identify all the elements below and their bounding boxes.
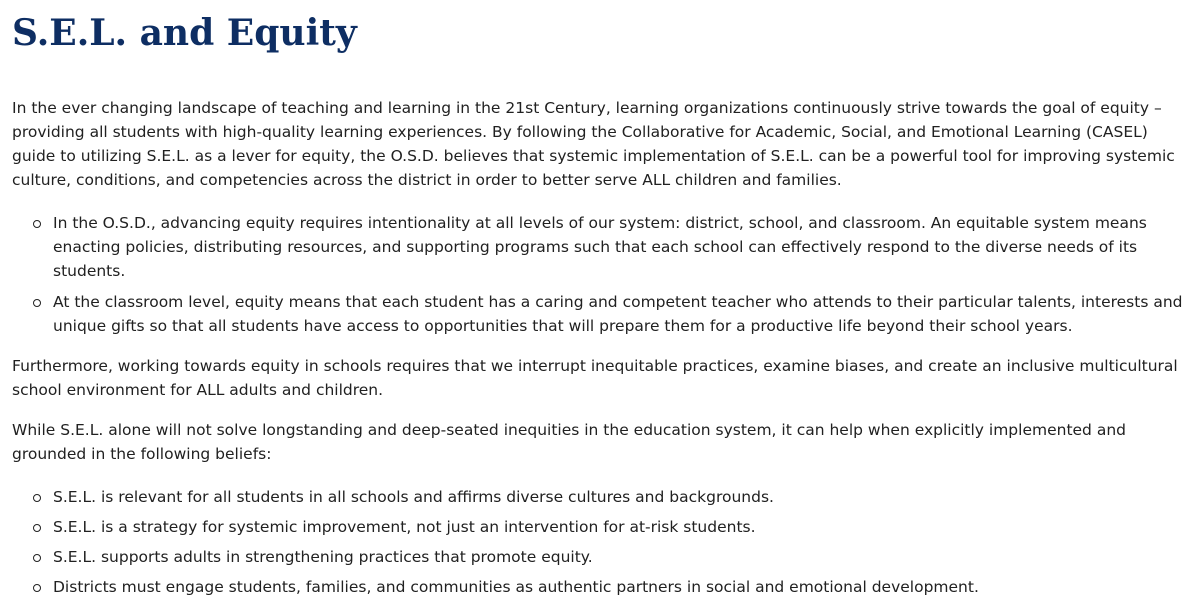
furthermore-paragraph: Furthermore, working towards equity in schools requires that we interrupt inequitable practices, examine biases, and create an inclusive multicultural school environment for ALL adults and children.: [12, 357, 1178, 399]
list-item: Districts must engage students, families, and communities as authentic partners in social and emotional development.: [12, 575, 1184, 599]
beliefs-intro-paragraph: While S.E.L. alone will not solve longstanding and deep-seated inequities in the education system, it can help when explicitly implemented and grounded in the following beliefs:: [12, 421, 1126, 463]
equity-points-list: [12, 211, 1184, 338]
intro-paragraph: In the ever changing landscape of teaching and learning in the 21st Century, learning organizations continuously strive towards the goal of equity – providing all students with high-quality learning experiences. By following the Collaborative for Academic, Social, and Emotional Learning (CASEL) guide to utilizing S.E.L. as a lever for equity, the O.S.D. believes that systemic implementation of S.E.L. can be a powerful tool for improving systemic culture, conditions, and competencies across the district in order to better serve ALL children and families.: [12, 99, 1175, 189]
list-item: S.E.L. supports adults in strengthening practices that promote equity.: [12, 545, 1184, 569]
list-item: S.E.L. is a strategy for systemic improvement, not just an intervention for at-risk students.: [12, 515, 1184, 539]
list-item: S.E.L. is relevant for all students in all schools and affirms diverse cultures and backgrounds.: [12, 485, 1184, 509]
page-title: S.E.L. and Equity: [12, 12, 357, 54]
list-item: In the O.S.D., advancing equity requires intentionality at all levels of our system: district, school, and classroom. An equitable system means enacting policies, distributing resources, and supporting programs such that each school can effectively respond to the diverse needs of its students.: [12, 211, 1184, 283]
beliefs-list: [12, 485, 1184, 599]
list-item: At the classroom level, equity means that each student has a caring and competent teacher who attends to their particular talents, interests and unique gifts so that all students have access to opportunities that will prepare them for a productive life beyond their school years.: [12, 290, 1184, 338]
